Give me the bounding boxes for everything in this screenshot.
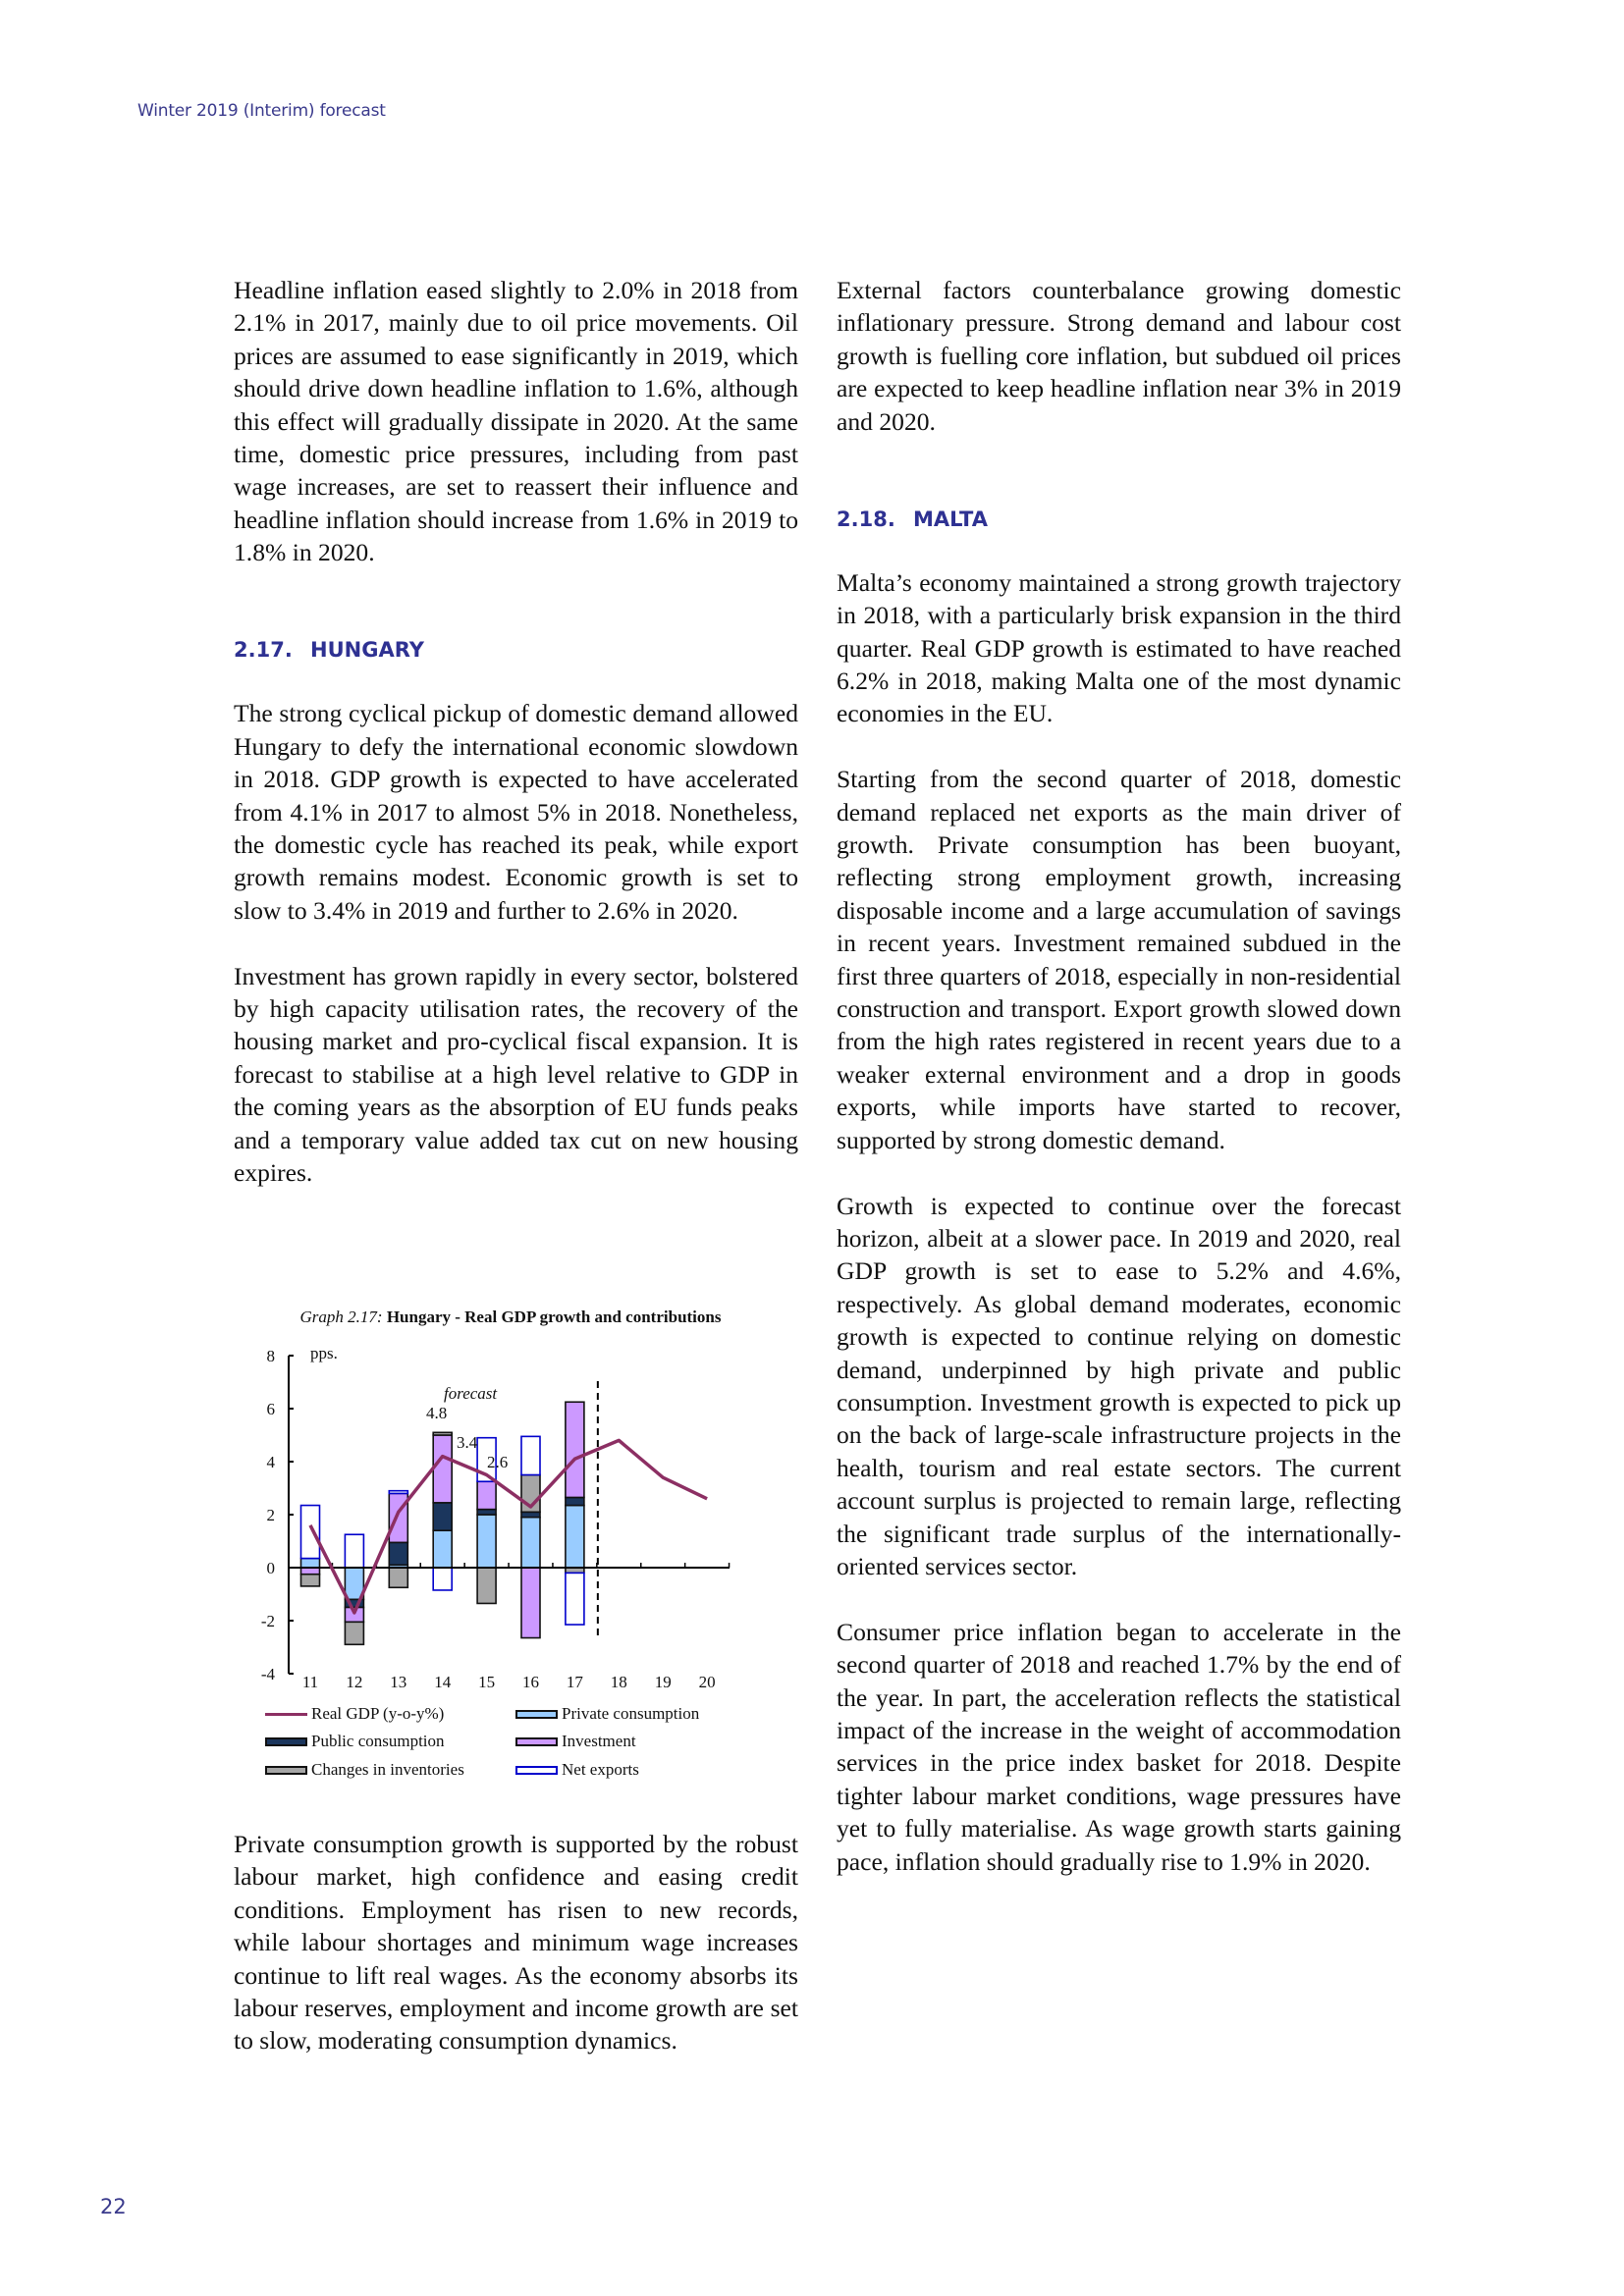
svg-text:pps.: pps. xyxy=(310,1344,338,1362)
section-number: 2.18. xyxy=(837,507,895,531)
legend-item-inventories xyxy=(265,1759,464,1781)
legend-item-gdp xyxy=(265,1703,444,1725)
swatch-icon xyxy=(265,1737,307,1746)
running-header: Winter 2019 (Interim) forecast xyxy=(137,101,386,121)
paragraph-malta-growth: Malta’s economy maintained a strong growth trajectory in 2018, with a particularly brisk expansion in the third quarter. Real GDP growth is estimated to have reached 6.2% in 2018, making Malta one of the most dynamic economies in the EU. xyxy=(837,567,1401,728)
left-column-lower xyxy=(234,1828,798,2057)
svg-text:8: 8 xyxy=(266,1347,275,1365)
section-heading-hungary xyxy=(234,634,798,667)
swatch-icon xyxy=(515,1766,558,1775)
legend-label: Changes in inventories xyxy=(311,1760,464,1779)
svg-text:16: 16 xyxy=(522,1673,539,1691)
legend-label: Net exports xyxy=(562,1760,639,1779)
chart-hungary-gdp xyxy=(236,1301,785,1811)
svg-text:3.4: 3.4 xyxy=(457,1433,478,1452)
paragraph-malta-inflation: Consumer price inflation began to accelerate in the second quarter of 2018 and reached 1.7% by the end of the year. In part, the acceleration reflects the statistical impact of the increase in the weight of accommodation services in the price index basket for 2018. Despite tighter labour market conditions, wage pressures have yet to fully materialise. As wage growth starts gaining pace, inflation should gradually rise to 1.9% in 2020. xyxy=(837,1617,1401,1876)
paragraph-external-factors: External factors counterbalance growing domestic inflationary pressure. Strong demand and labour cost growth is fuelling core inflation, but subdued oil prices are expected to keep headline inflation near 3% in 2019 and 2020. xyxy=(837,276,1401,436)
chart-title-prefix: Graph 2.17: xyxy=(299,1308,383,1326)
svg-text:-2: -2 xyxy=(260,1612,275,1630)
svg-text:18: 18 xyxy=(610,1673,627,1691)
section-heading-malta xyxy=(837,504,1401,536)
right-column xyxy=(837,274,1401,1878)
svg-text:4: 4 xyxy=(266,1453,275,1471)
svg-text:2.6: 2.6 xyxy=(487,1453,509,1471)
swatch-icon xyxy=(265,1766,307,1775)
swatch-icon xyxy=(515,1737,558,1746)
legend-label: Investment xyxy=(562,1732,636,1750)
paragraph-malta-outlook: Growth is expected to continue over the forecast horizon, albeit at a slower pace. In 2019 and 2020, real GDP growth is set to ease to 5.2% and 4.6%, respectively. As global demand moderates, economic growth is expected to continue relying on domestic demand, underpinned by high private and public consumption. Investment growth is expected to pick up on the back of large-scale infrastructure projects in the health, tourism and real estate sectors. The current account surplus is projected to remain large, reflecting the significant trade surplus of the internationally-oriented services sector. xyxy=(837,1191,1401,1580)
paragraph-hungary-growth: The strong cyclical pickup of domestic demand allowed Hungary to defy the international economic slowdown in 2018. GDP growth is expected to have accelerated from 4.1% in 2017 to almost 5% in 2018. Nonetheless, the domestic cycle has reached its peak, while export growth remains modest. Economic growth is set to slow to 3.4% in 2019 and further to 2.6% in 2020. xyxy=(234,699,798,925)
paragraph-hungary-investment: Investment has grown rapidly in every sector, bolstered by high capacity utilisation rates, the recovery of the housing market and pro-cyclical fiscal expansion. It is forecast to stabilise at a high level relative to GDP in the coming years as the absorption of EU funds peaks and a temporary value added tax cut on new housing expires. xyxy=(234,961,798,1188)
page-number: 22 xyxy=(100,2195,127,2218)
legend-label: Real GDP (y-o-y%) xyxy=(311,1704,445,1723)
svg-text:0: 0 xyxy=(266,1559,275,1577)
legend-label: Public consumption xyxy=(311,1732,445,1750)
legend-label: Private consumption xyxy=(562,1704,700,1723)
section-number: 2.17. xyxy=(234,638,293,663)
svg-text:6: 6 xyxy=(266,1400,275,1418)
line-swatch-icon xyxy=(265,1713,307,1716)
svg-text:17: 17 xyxy=(566,1673,583,1691)
svg-text:20: 20 xyxy=(698,1673,716,1691)
chart-title-main: Hungary - Real GDP growth and contributions xyxy=(386,1308,722,1326)
svg-text:2: 2 xyxy=(266,1506,275,1524)
paragraph-hungary-consumption: Private consumption growth is supported by the robust labour market, high confidence and easing credit conditions. Employment has risen to new records, while labour shortages and minimum wage increases continue to lift real wages. As the economy absorbs its labour reserves, employment and income growth are set to slow, moderating consumption dynamics. xyxy=(234,1830,798,2056)
svg-text:4.8: 4.8 xyxy=(426,1404,448,1422)
svg-text:14: 14 xyxy=(434,1673,452,1691)
legend-item-private xyxy=(515,1703,699,1725)
section-title: HUNGARY xyxy=(310,638,424,663)
paragraph-malta-demand: Starting from the second quarter of 2018, domestic demand replaced net exports as the main driver of growth. Private consumption has been buoyant, reflecting strong employment growth, increasing disposable income and a large accumulation of savings in recent years. Investment remained subdued in the first three quarters of 2018, especially in non-residential construction and transport. Export growth slowed down from the high rates registered in recent years due to a weaker external environment and a drop in goods exports, while imports have started to recover, supported by strong domestic demand. xyxy=(837,765,1401,1154)
legend-item-net-exports xyxy=(515,1759,639,1781)
section-title: MALTA xyxy=(913,507,989,531)
swatch-icon xyxy=(515,1710,558,1719)
svg-text:-4: -4 xyxy=(260,1665,275,1683)
paragraph-inflation: Headline inflation eased slightly to 2.0% in 2018 from 2.1% in 2017, mainly due to oil price movements. Oil prices are assumed to ease significantly in 2019, which should drive down headline inflation to 1.6%, although this effect will gradually dissipate in 2020. At the same time, domestic price pressures, including from past wage increases, are set to reassert their influence and headline inflation should increase from 1.6% in 2019 to 1.8% in 2020. xyxy=(234,276,798,567)
legend-item-investment xyxy=(515,1731,636,1752)
svg-text:forecast: forecast xyxy=(444,1384,498,1403)
svg-text:12: 12 xyxy=(346,1673,363,1691)
left-column xyxy=(234,274,798,1190)
svg-text:19: 19 xyxy=(654,1673,672,1691)
svg-text:15: 15 xyxy=(478,1673,496,1691)
chart-plot-area xyxy=(236,1301,785,1703)
legend-item-public xyxy=(265,1731,445,1752)
svg-text:11: 11 xyxy=(301,1673,319,1691)
svg-text:13: 13 xyxy=(390,1673,407,1691)
